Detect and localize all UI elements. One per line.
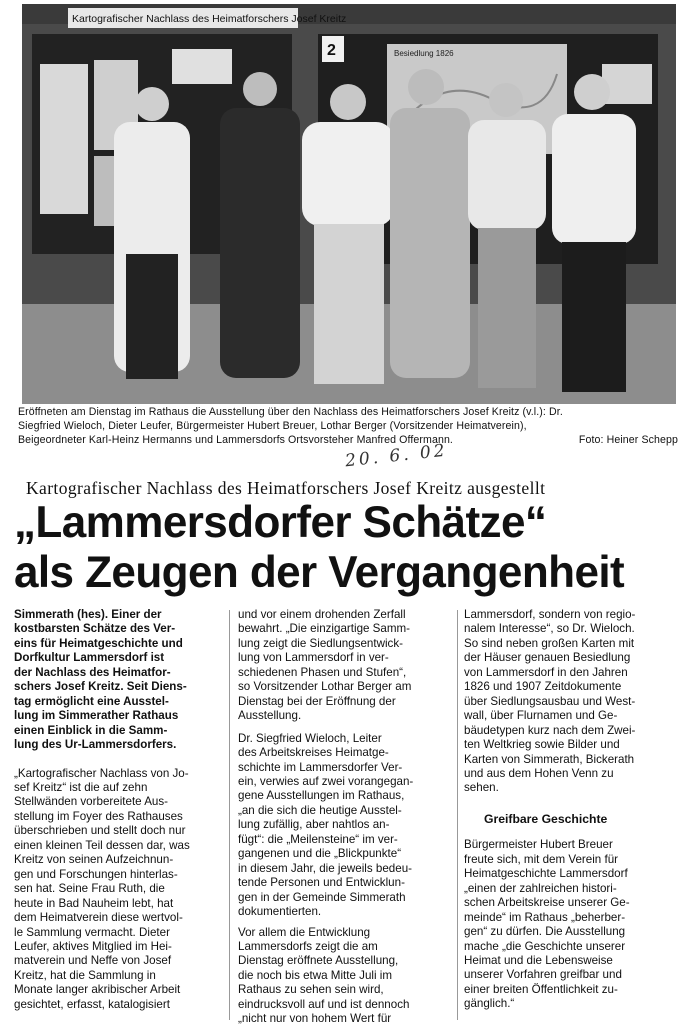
text-line: „an die sich die heutige Ausstel- (238, 803, 402, 817)
text-line: lung im Simmerather Rathaus (14, 709, 179, 723)
body-paragraph (464, 608, 678, 796)
text-line: Heimatgeschichte Lammersdorf (464, 867, 628, 881)
text-line: „einen der zahlreichen histori- (464, 881, 617, 895)
main-headline (14, 498, 624, 598)
text-line: bäudetypen kurz nach dem Zwei- (464, 723, 636, 737)
text-line: Karten von Simmerath, Bickerath (464, 752, 635, 766)
text-line: mache „die Geschichte unserer (464, 939, 626, 953)
text-line: bewahrt. „Die einzigartige Samm- (238, 622, 411, 636)
caption-line: Siegfried Wieloch, Dieter Leufer, Bürgermeister Hubert Breuer, Lothar Berger (Vorsitzender Heimatverein), (18, 420, 527, 432)
text-line: über Siedlungsausbau und West- (464, 694, 636, 708)
text-line: freute sich, mit dem Verein für (464, 852, 619, 866)
text-line: ein, verwies auf zwei vorangegan- (238, 774, 414, 788)
article-column-1 (14, 608, 224, 1012)
text-line: 1826 und 1907 Zeitdokumente (464, 680, 622, 694)
text-line: Ausstellung. (238, 709, 302, 723)
text-line: heute in Bad Nauheim lebt, hat (14, 896, 174, 910)
map-label: Besiedlung 1826 (394, 49, 454, 58)
text-line: meinde“ im Rathaus „beherber- (464, 910, 626, 924)
text-line: eindrucksvoll auf und ist dennoch (238, 997, 410, 1011)
text-line: einer breiten Öffentlichkeit zu- (464, 982, 618, 996)
text-line: schers Josef Kreitz. Seit Diens- (14, 680, 187, 694)
text-line: wall, über Flurnamen und Ge- (464, 709, 618, 723)
text-line: Kreitz, hat die Sammlung in (14, 968, 156, 982)
text-line: sef Kreitz“ ist die auf zehn (14, 780, 148, 794)
text-line: der Nachlass des Heimatfor- (14, 665, 171, 679)
text-line: schen Arbeitskreise unserer Ge- (464, 896, 630, 910)
text-line: stellung im Foyer des Rathauses (14, 809, 183, 823)
text-line: Lammersdorf, sondern von regio- (464, 608, 636, 621)
text-line: tag ermöglicht eine Ausstel- (14, 694, 169, 708)
text-line: der Häuser genauen Besiedlung (464, 651, 631, 665)
news-photo (22, 4, 676, 404)
text-line: Dienstag eröffnete Ausstellung, (238, 954, 399, 968)
text-line: und vor einem drohenden Zerfall (238, 608, 406, 621)
text-line: unserer Vorfahren greifbar und (464, 968, 622, 982)
text-line: die noch bis etwa Mitte Juli im (238, 968, 393, 982)
text-line: Heimat und die Lebensweise (464, 953, 613, 967)
text-line: gesichtet, erfasst, katalogisiert (14, 997, 170, 1011)
text-line: sen hat. Seine Frau Ruth, die (14, 882, 165, 896)
text-line: lung zufällig, aber nahtlos an- (238, 818, 390, 832)
text-line: kostbarsten Schätze des Ver- (14, 622, 176, 636)
body-paragraph (238, 732, 452, 920)
text-line: Dorfkultur Lammersdorf ist (14, 651, 165, 665)
text-line: Stellwänden vorbereitete Aus- (14, 795, 169, 809)
headline-line-1: „Lammersdorfer Schätze“ (14, 498, 547, 547)
text-line: sehen. (464, 781, 499, 795)
caption-line: Eröffneten am Dienstag im Rathaus die Ausstellung über den Nachlass des Heimatforschers Josef Kreitz (v.l.): Dr. (18, 406, 563, 418)
text-line: Simmerath (hes). Einer der (14, 608, 162, 621)
text-line: lung von Lammersdorf in ver- (238, 651, 389, 665)
text-line: gene Ausstellungen im Rathaus, (238, 789, 405, 803)
subheading: Greifbare Geschichte (484, 811, 608, 826)
photo-illustration (22, 4, 676, 404)
text-line: dem Heimatverein diese wertvol- (14, 911, 183, 925)
text-line: Vor allem die Entwicklung (238, 925, 371, 939)
caption-line-text: Beigeordneter Karl-Heinz Hermanns und Lammersdorfs Ortsvorsteher Manfred Offermann. (18, 434, 453, 446)
text-line: gänglich.“ (464, 997, 515, 1011)
article-column-3 (464, 608, 678, 1012)
photo-credit: Foto: Heiner Schepp (578, 434, 678, 446)
text-line: Dr. Siegfried Wieloch, Leiter (238, 731, 382, 745)
text-line: matverein und Neffe von Josef (14, 954, 172, 968)
text-line: gen und Forschungen hinterlas- (14, 867, 178, 881)
column-divider (229, 610, 230, 1020)
text-line: einen kleinen Teil dessen dar, was (14, 838, 190, 852)
text-line: des Arbeitskreises Heimatge- (238, 746, 389, 760)
text-line: tende Personen und Entwicklun- (238, 876, 405, 890)
column-divider (457, 610, 458, 1020)
text-line: Lammersdorfs zeigt die am (238, 939, 378, 953)
text-line: Leufer, aktives Mitglied im Hei- (14, 939, 172, 953)
text-line: le Sammlung vermacht. Dieter (14, 925, 170, 939)
text-line: Monate langer akribischer Arbeit (14, 983, 181, 997)
text-line: dokumentierten. (238, 905, 322, 919)
text-line: „nicht nur von hohem Wert für (238, 1012, 392, 1026)
kicker-headline: Kartografischer Nachlass des Heimatforschers Josef Kreitz ausgestellt (26, 478, 546, 498)
text-line: Dienstag bei der Eröffnung der (238, 694, 396, 708)
text-line: Bürgermeister Hubert Breuer (464, 838, 613, 852)
lead-paragraph (14, 608, 224, 753)
text-line: und aus dem Hohen Venn zu (464, 766, 614, 780)
text-line: Kreitz von seinen Aufzeichnun- (14, 853, 174, 867)
body-paragraph (464, 838, 678, 1011)
text-line: schiedenen Phasen und Stufen“, (238, 665, 407, 679)
exhibit-sign-text: Kartografischer Nachlass des Heimatforschers Josef Kreitz (72, 13, 347, 25)
text-line: überschrieben und stellt doch nur (14, 824, 186, 838)
text-line: in diesem Jahr, die jeweils bedeu- (238, 861, 413, 875)
text-line: lung des Ur-Lammersdorfers. (14, 738, 177, 752)
text-line: lung zeigt die Siedlungsentwick- (238, 636, 403, 650)
headline-line-2: als Zeugen der Vergangenheit (14, 548, 625, 597)
text-line: gangenen und die „Blickpunkte“ (238, 847, 402, 861)
text-line: nalem Interesse“, so Dr. Wieloch. (464, 622, 635, 636)
body-paragraph (238, 608, 452, 724)
caption-line (18, 433, 678, 447)
text-line: ten Weltkrieg sowie Bilder und (464, 738, 620, 752)
text-line: gen in der Gemeinde Simmerath (238, 890, 406, 904)
body-paragraph (238, 926, 452, 1027)
text-line: Rathaus zu sehen sein wird, (238, 983, 384, 997)
text-line: eins für Heimatgeschichte und (14, 636, 183, 650)
text-line: schichte im Lammersdorfer Ver- (238, 760, 403, 774)
text-line: so Vorsitzender Lothar Berger am (238, 680, 412, 694)
body-paragraph (14, 767, 224, 1013)
text-line: gen“ zu dürfen. Die Ausstellung (464, 925, 626, 939)
article-column-2 (238, 608, 452, 1027)
panel-number: 2 (327, 42, 336, 59)
text-line: einen Einblick in die Samm- (14, 723, 168, 737)
text-line: fügt“: die „Meilensteine“ im ver- (238, 832, 398, 846)
handwritten-date: 20. 6. 02 (344, 440, 449, 472)
text-line: von Lammersdorf in den Jahren (464, 665, 628, 679)
photo-caption (18, 405, 678, 447)
text-line: So sind neben großen Karten mit (464, 636, 635, 650)
text-line: „Kartografischer Nachlass von Jo- (14, 766, 189, 780)
